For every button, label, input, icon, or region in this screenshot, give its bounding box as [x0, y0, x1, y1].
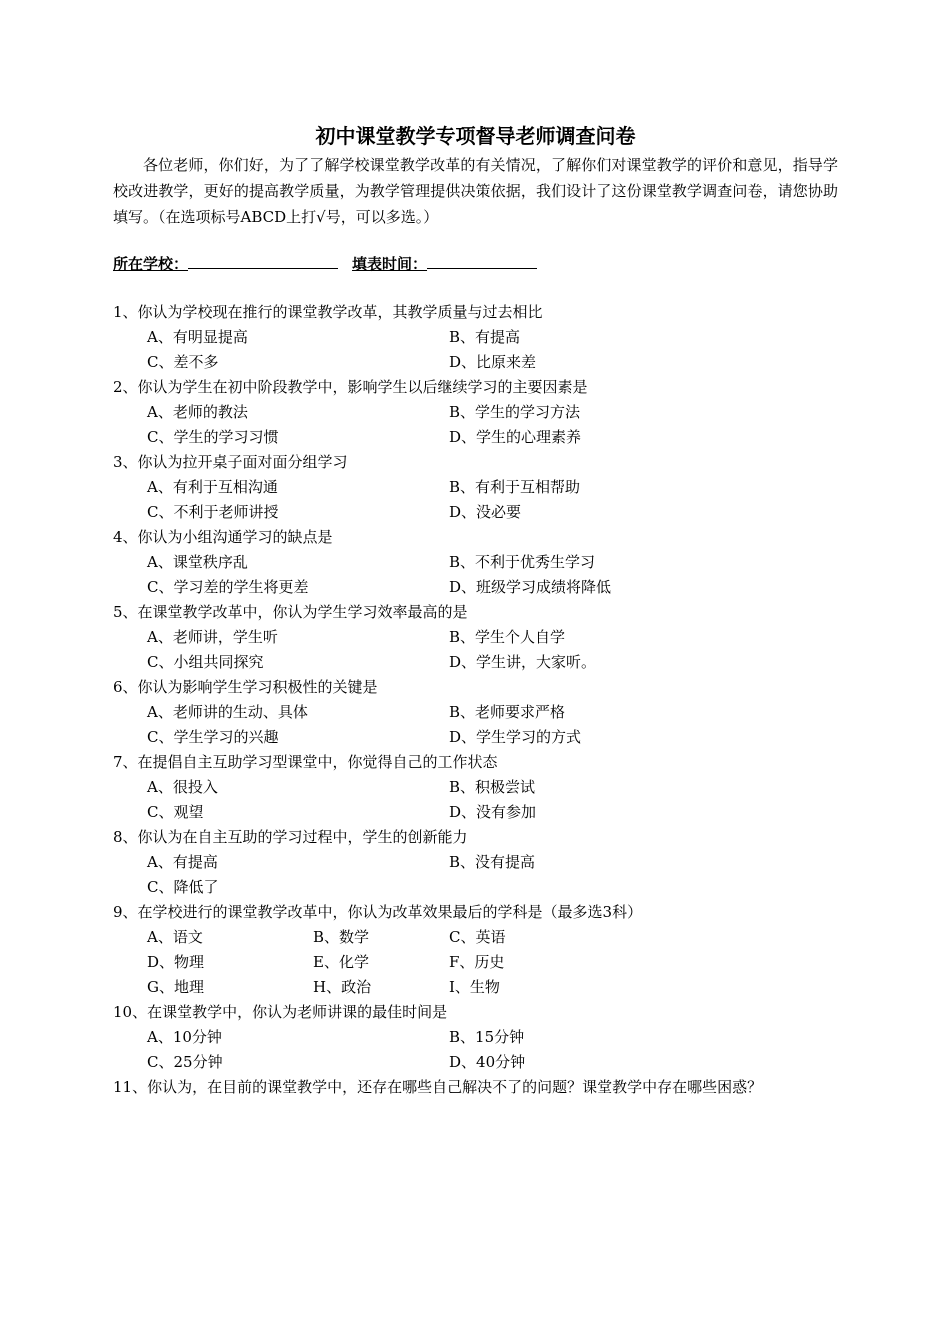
option-row — [113, 575, 838, 600]
option-item[interactable]: C、观望 — [147, 803, 204, 821]
question-7: 7、在提倡自主互助学习型课堂中，你觉得自己的工作状态 — [113, 753, 498, 771]
question-10: 10、在课堂教学中，你认为老师讲课的最佳时间是 — [113, 1003, 448, 1021]
option-item[interactable]: D、比原来差 — [449, 353, 537, 371]
question-6: 6、你认为影响学生学习积极性的关键是 — [113, 678, 378, 696]
question-4: 4、你认为小组沟通学习的缺点是 — [113, 528, 333, 546]
option-item[interactable]: I、生物 — [449, 978, 500, 996]
option-item[interactable]: D、40分钟 — [449, 1053, 526, 1071]
page-title: 初中课堂教学专项督导老师调查问卷 — [315, 124, 636, 148]
option-item[interactable]: C、小组共同探究 — [147, 653, 264, 671]
option-row — [113, 400, 838, 425]
option-item[interactable]: C、不利于老师讲授 — [147, 503, 279, 521]
option-item[interactable]: B、积极尝试 — [449, 778, 536, 796]
option-item[interactable]: D、班级学习成绩将降低 — [449, 578, 612, 596]
option-row — [113, 875, 838, 900]
option-row — [113, 950, 838, 975]
option-item[interactable]: A、老师讲，学生听 — [147, 628, 278, 646]
time-label: 填表时间： — [352, 255, 428, 273]
option-item[interactable]: G、地理 — [147, 978, 204, 996]
option-row — [113, 550, 838, 575]
option-item[interactable]: C、差不多 — [147, 353, 219, 371]
question-5: 5、在课堂教学改革中，你认为学生学习效率最高的是 — [113, 603, 468, 621]
option-item[interactable]: C、降低了 — [147, 878, 219, 896]
intro-paragraph: 各位老师，你们好，为了了解学校课堂教学改革的有关情况，了解你们对课堂教学的评价和意见，指导学校改进教学，更好的提高教学质量，为教学管理提供决策依据，我们设计了这份课堂教学调查问卷，请您协助填写。（在选项标号ABCD上打√号，可以多选。） — [113, 156, 838, 226]
option-item[interactable]: A、有利于互相沟通 — [147, 478, 278, 496]
option-row — [113, 775, 838, 800]
option-item[interactable]: B、没有提高 — [449, 853, 536, 871]
option-item[interactable]: A、老师的教法 — [147, 403, 248, 421]
option-item[interactable]: F、历史 — [449, 953, 505, 971]
option-item[interactable]: A、课堂秩序乱 — [147, 553, 248, 571]
option-row — [113, 850, 838, 875]
question-1: 1、你认为学校现在推行的课堂教学改革，其教学质量与过去相比 — [113, 303, 543, 321]
option-item[interactable]: C、学习差的学生将更差 — [147, 578, 309, 596]
question-11: 11、你认为，在目前的课堂教学中，还存在哪些自己解决不了的问题？课堂教学中存在哪些困惑？ — [113, 1078, 763, 1096]
option-row — [113, 350, 838, 375]
question-list — [113, 300, 838, 1100]
option-row — [113, 1025, 838, 1050]
option-item[interactable]: C、学生学习的兴趣 — [147, 728, 279, 746]
question-9: 9、在学校进行的课堂教学改革中，你认为改革效果最后的学科是（最多选3科） — [113, 903, 643, 921]
option-row — [113, 650, 838, 675]
option-item[interactable]: A、老师讲的生动、具体 — [147, 703, 308, 721]
fill-in-line — [113, 252, 838, 276]
option-item[interactable]: A、有提高 — [147, 853, 218, 871]
option-row — [113, 475, 838, 500]
option-item[interactable]: B、学生的学习方法 — [449, 403, 581, 421]
question-2: 2、你认为学生在初中阶段教学中，影响学生以后继续学习的主要因素是 — [113, 378, 588, 396]
option-item[interactable]: A、有明显提高 — [147, 328, 248, 346]
survey-page — [113, 120, 838, 1100]
question-8: 8、你认为在自主互助的学习过程中，学生的创新能力 — [113, 828, 468, 846]
option-item[interactable]: D、学生的心理素养 — [449, 428, 582, 446]
option-item[interactable]: D、学生学习的方式 — [449, 728, 582, 746]
option-row — [113, 625, 838, 650]
option-item[interactable]: D、没必要 — [449, 503, 522, 521]
option-item[interactable]: B、老师要求严格 — [449, 703, 566, 721]
option-item[interactable]: A、语文 — [147, 928, 203, 946]
option-item[interactable]: C、学生的学习习惯 — [147, 428, 279, 446]
option-item[interactable]: C、25分钟 — [147, 1053, 223, 1071]
question-3: 3、你认为拉开桌子面对面分组学习 — [113, 453, 348, 471]
option-row — [113, 925, 838, 950]
option-item[interactable]: B、有提高 — [449, 328, 521, 346]
option-row — [113, 700, 838, 725]
option-row — [113, 725, 838, 750]
option-item[interactable]: B、有利于互相帮助 — [449, 478, 581, 496]
time-blank[interactable] — [427, 252, 537, 269]
option-row — [113, 1050, 838, 1075]
option-row — [113, 800, 838, 825]
option-item[interactable]: A、很投入 — [147, 778, 218, 796]
option-item[interactable]: B、不利于优秀生学习 — [449, 553, 596, 571]
option-row — [113, 425, 838, 450]
option-item[interactable]: C、英语 — [449, 928, 506, 946]
school-blank[interactable] — [188, 252, 338, 269]
option-item[interactable]: B、15分钟 — [449, 1028, 525, 1046]
option-row — [113, 500, 838, 525]
option-row — [113, 325, 838, 350]
option-item[interactable]: B、学生个人自学 — [449, 628, 566, 646]
option-item[interactable]: D、没有参加 — [449, 803, 537, 821]
option-item[interactable]: H、政治 — [313, 978, 372, 996]
option-item[interactable]: A、10分钟 — [147, 1028, 222, 1046]
option-item[interactable]: D、学生讲，大家听。 — [449, 653, 597, 671]
option-item[interactable]: B、数学 — [313, 928, 370, 946]
option-item[interactable]: E、化学 — [313, 953, 369, 971]
school-label: 所在学校： — [113, 255, 189, 273]
option-row — [113, 975, 838, 1000]
option-item[interactable]: D、物理 — [147, 953, 205, 971]
